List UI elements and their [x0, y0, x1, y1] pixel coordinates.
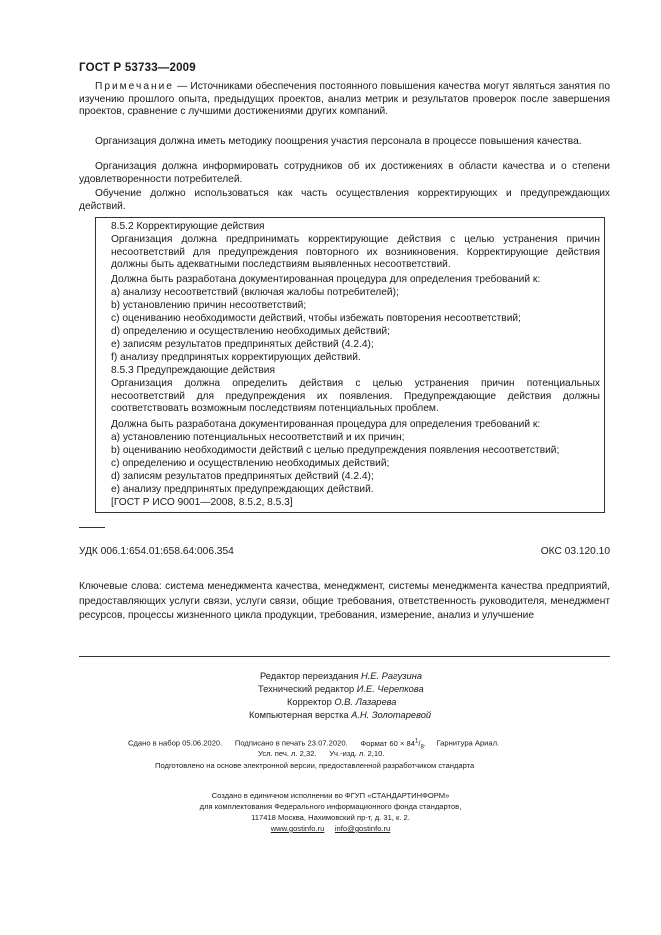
note-paragraph	[79, 81, 610, 119]
preventive-item-c: c) определению и осуществлению необходимых действий;	[111, 458, 390, 469]
divider-short	[79, 527, 105, 528]
publisher-contacts	[0, 824, 661, 833]
box-reference: [ГОСТ Р ИСО 9001—2008, 8.5.2, 8.5.3]	[111, 497, 293, 508]
preventive-intro: Должна быть разработана документированная процедура для определения требований к:	[111, 419, 541, 430]
publisher-email-link[interactable]: info@gostinfo.ru	[334, 824, 391, 833]
publisher-line-3: 117418 Москва, Нахимовский пр-т, д. 31, к. 2.	[251, 813, 410, 822]
preventive-item-a: a) установлению потенциальных несоответствий и их причин;	[111, 432, 405, 443]
divider-long	[79, 656, 610, 657]
corrective-intro: Должна быть разработана документированная процедура для определения требований к:	[111, 274, 541, 285]
paragraph-inform: Организация должна информировать сотрудников об их достижениях в области качества и о степени удовлетворенности потребителей.	[79, 161, 610, 185]
imprint-print-sheets: Усл. печ. л. 2,32.	[258, 749, 317, 758]
paragraph-training: Обучение должно использоваться как часть осуществления корректирующих и предупреждающих действий.	[79, 188, 610, 212]
imprint-pub-sheets: Уч.-изд. л. 2,10.	[329, 749, 385, 758]
imprint-typeface: Гарнитура Ариал.	[436, 738, 500, 748]
keywords: Ключевые слова: система менеджмента качества, менеджмент, системы менеджмента качества предприятий, предоставляющих услуги связи, услуги связи, общие требования, ответственность руководителя, менеджмент ресурсов, процессы жизненного цикла продукции, требования, измерение, анализ и улучшение	[79, 581, 610, 622]
oks-code: ОКС 03.120.10	[540, 546, 610, 557]
corrective-item-b: b) установлению причин несоответствий;	[111, 300, 307, 311]
preventive-item-d: d) записям результатов предпринятых действий (4.2.4);	[111, 471, 374, 482]
credit-tech-editor	[258, 684, 424, 694]
imprint-format: Формат $60 \times 84^1/_8$.	[360, 738, 426, 751]
corrective-item-f: f) анализу предпринятых корректирующих действий.	[111, 352, 361, 363]
corrective-item-e: e) записям результатов предпринятых действий (4.2.4);	[111, 339, 374, 350]
preventive-paragraph: Организация должна определить действия с целью устранения причин потенциальных несоответствий для предупреждения их появления. Предупреждающие действия должны соответствовать возможным последствиям потенциальных проблем.	[111, 378, 600, 415]
udk-code: УДК 006.1:654.01:658.64:006.354	[79, 546, 234, 557]
credit-tech-label: Технический редактор	[258, 684, 355, 694]
corrective-paragraph: Организация должна предпринимать корректирующие действия с целью устранения причин несоответствий для предупреждения повторного их возникновения. Корректирующие действия должны быть адекватными последствиям выявленных несоответствий.	[111, 234, 600, 271]
preventive-title: 8.5.3 Предупреждающие действия	[111, 365, 276, 376]
credit-layout	[249, 710, 431, 720]
corrective-item-a: a) анализу несоответствий (включая жалобы потребителей);	[111, 287, 399, 298]
note-text: — Источниками обеспечения постоянного повышения качества могут являться занятия по изучению прошлого опыта, предыдущих проектов, анализ метрик и результатов проверок после завершения проектов, сравнение с лучшими достижениями других компаний.	[79, 81, 610, 118]
credit-editor-label: Редактор переиздания	[260, 671, 359, 681]
credit-proof-name: О.В. Лазарева	[334, 697, 397, 707]
corrective-item-c: c) оцениванию необходимости действий, чтобы избежать повторения несоответствий;	[111, 313, 521, 324]
credit-proofreader	[287, 697, 396, 707]
credit-layout-name: А.Н. Золотаревой	[351, 710, 432, 720]
standard-number: ГОСТ Р 53733—2009	[79, 62, 196, 74]
credit-editor	[260, 671, 422, 681]
corrective-item-d: d) определению и осуществлению необходимых действий;	[111, 326, 390, 337]
note-lead: Примечание	[95, 81, 174, 92]
credit-proof-label: Корректор	[287, 697, 332, 707]
credit-editor-name: Н.Е. Рагузина	[360, 671, 423, 681]
imprint-signed: Подписано в печать 23.07.2020.	[234, 738, 348, 748]
publisher-site-link[interactable]: www.gostinfo.ru	[270, 824, 325, 833]
imprint-submitted: Сдано в набор 05.06.2020.	[128, 738, 223, 748]
publisher-line-2: для комплектования Федерального информационного фонда стандартов,	[199, 802, 462, 811]
paragraph-motivation: Организация должна иметь методику поощрения участия персонала в процессе повышения качества.	[95, 136, 582, 147]
corrective-title: 8.5.2 Корректирующие действия	[111, 221, 265, 232]
preventive-item-b: b) оцениванию необходимости действий с целью предупреждения появления несоответствий;	[111, 445, 560, 456]
imprint-prepared: Подготовлено на основе электронной версии, предоставленной разработчиком стандарта	[155, 761, 475, 770]
publisher-line-1: Создано в единичном исполнении во ФГУП «СТАНДАРТИНФОРМ»	[211, 791, 450, 800]
credit-layout-label: Компьютерная верстка	[249, 710, 349, 720]
imprint-line-2	[258, 749, 384, 758]
credit-tech-name: И.Е. Черепкова	[356, 684, 424, 694]
preventive-item-e: e) анализу предпринятых предупреждающих действий.	[111, 484, 374, 495]
